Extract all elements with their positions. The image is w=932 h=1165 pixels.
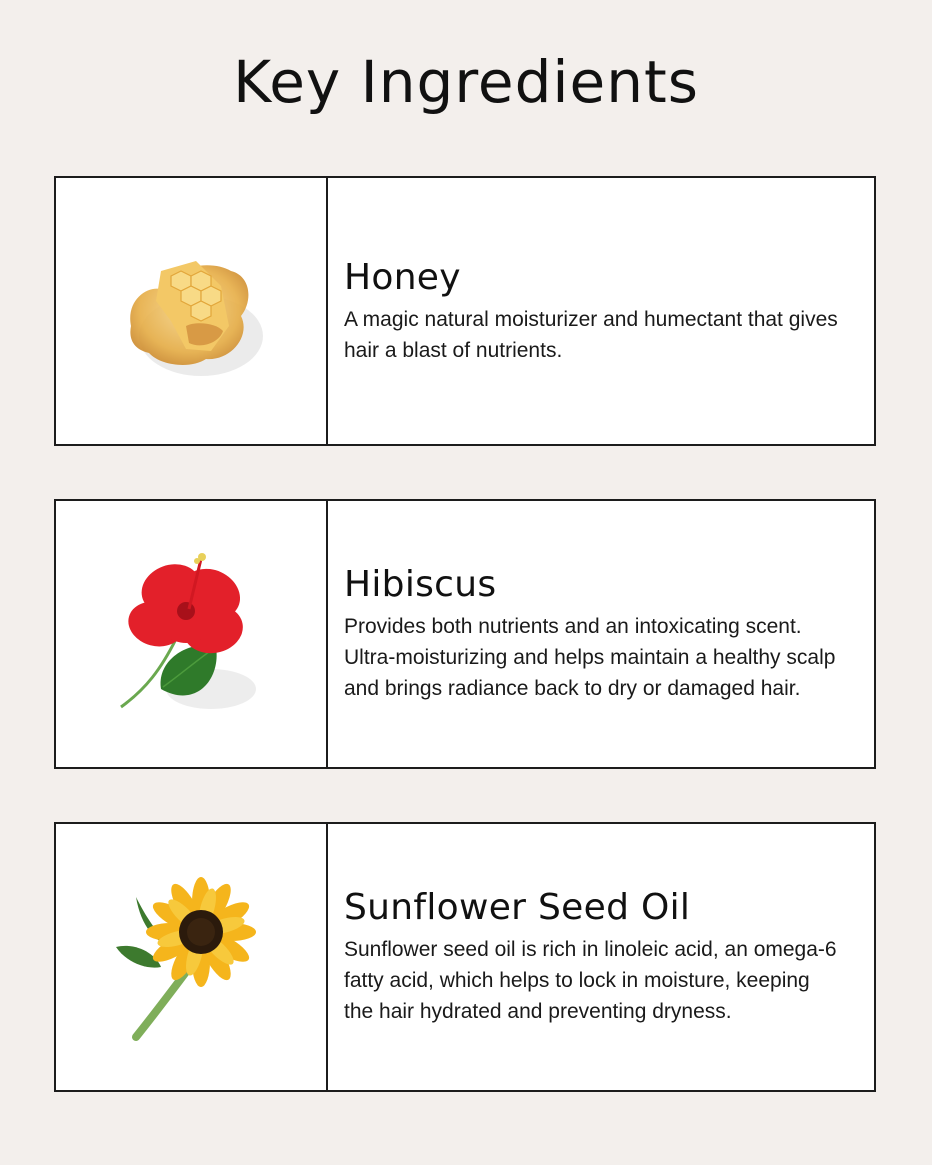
- ingredient-name: Sunflower Seed Oil: [344, 887, 691, 928]
- ingredient-image-cell: [56, 824, 328, 1090]
- ingredient-image-cell: [56, 178, 328, 444]
- ingredient-name: Hibiscus: [344, 564, 497, 605]
- ingredient-text-cell: [328, 824, 874, 1090]
- sunflower-icon: [101, 862, 281, 1052]
- page-title: Key Ingredients: [233, 48, 699, 116]
- ingredient-name: Honey: [344, 256, 461, 298]
- ingredient-text-cell: [328, 501, 874, 767]
- ingredient-description: Provides both nutrients and an intoxicating scent. Ultra-moisturizing and helps maintain a healthy scalp and brings radiance back to dry or damaged hair.: [344, 615, 836, 700]
- ingredient-description: Sunflower seed oil is rich in linoleic acid, an omega-6 fatty acid, which helps to lock in moisture, keeping the hair hydrated and preventing dryness.: [344, 938, 837, 1023]
- ingredient-description: A magic natural moisturizer and humectant that gives hair a blast of nutrients.: [344, 307, 838, 362]
- hibiscus-icon: [101, 539, 281, 729]
- ingredient-card-sunflower: [54, 822, 876, 1092]
- ingredient-card-honey: [54, 176, 876, 446]
- ingredient-card-hibiscus: [54, 499, 876, 769]
- ingredient-image-cell: [56, 501, 328, 767]
- honey-icon: [101, 231, 281, 391]
- ingredient-text-cell: [328, 178, 874, 444]
